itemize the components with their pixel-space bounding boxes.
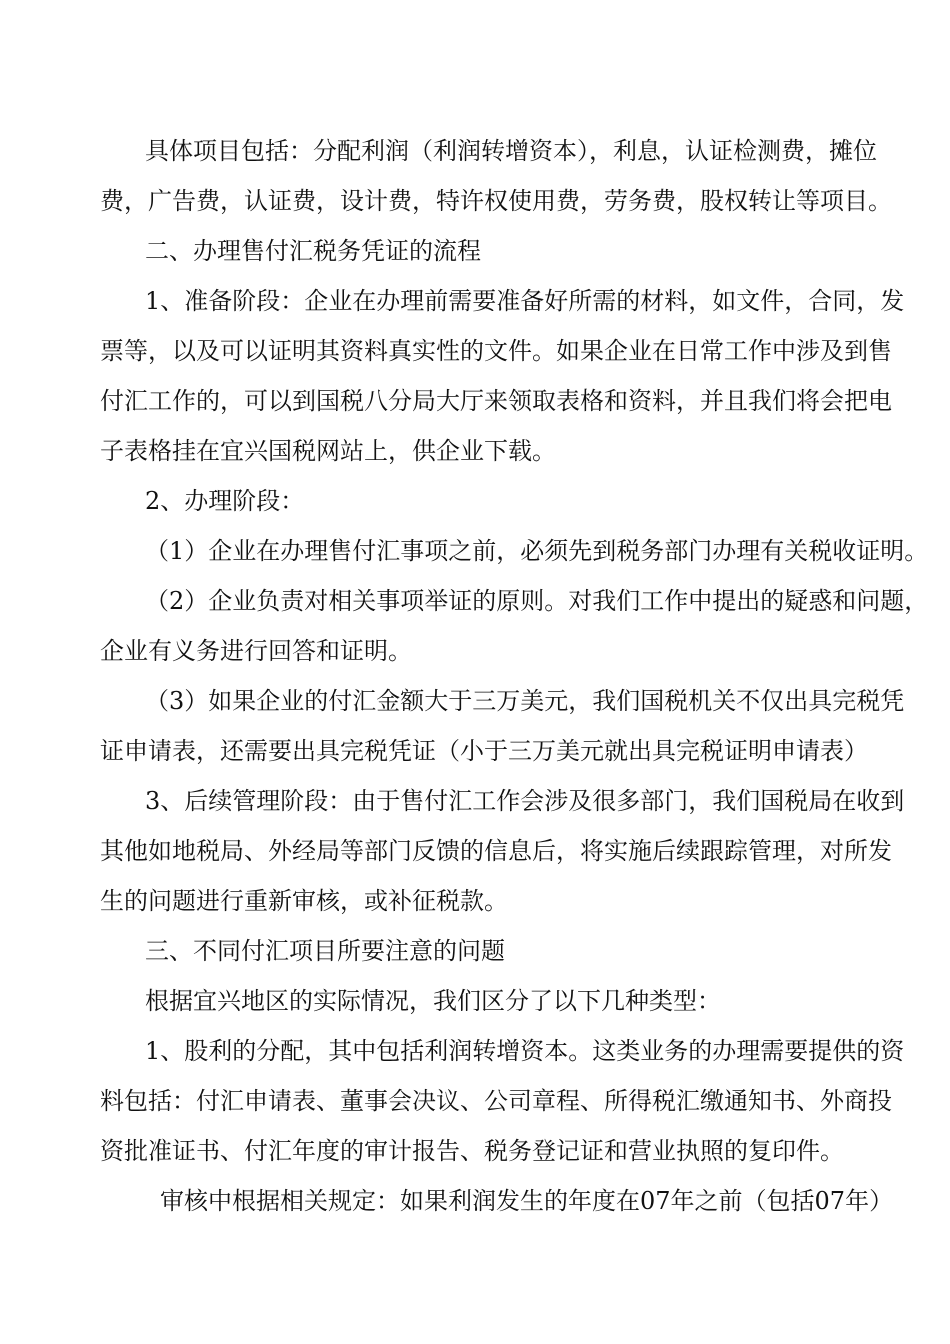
paragraph-line: 付汇工作的，可以到国税八分局大厅来领取表格和资料，并且我们将会把电 [100, 387, 892, 415]
paragraph-line: 票等，以及可以证明其资料真实性的文件。如果企业在日常工作中涉及到售 [100, 337, 892, 365]
section-heading: 二、办理售付汇税务凭证的流程 [145, 237, 481, 265]
paragraph-line: 具体项目包括：分配利润（利润转增资本），利息，认证检测费，摊位 [145, 137, 877, 165]
paragraph-line: 费，广告费，认证费，设计费，特许权使用费，劳务费，股权转让等项目。 [100, 187, 892, 215]
section-heading: 三、不同付汇项目所要注意的问题 [145, 937, 505, 965]
paragraph-line: （3）如果企业的付汇金额大于三万美元，我们国税机关不仅出具完税凭 [145, 687, 905, 715]
paragraph-line: 资批准证书、付汇年度的审计报告、税务登记证和营业执照的复印件。 [100, 1137, 844, 1165]
paragraph-line: 3、后续管理阶段：由于售付汇工作会涉及很多部门，我们国税局在收到 [145, 787, 905, 815]
paragraph-line: 1、准备阶段：企业在办理前需要准备好所需的材料，如文件，合同，发 [145, 287, 905, 315]
paragraph-line: 2、办理阶段： [145, 487, 305, 515]
paragraph-line: 子表格挂在宜兴国税网站上，供企业下载。 [100, 437, 556, 465]
paragraph-line: 企业有义务进行回答和证明。 [100, 637, 412, 665]
paragraph-line: （2）企业负责对相关事项举证的原则。对我们工作中提出的疑惑和问题， [145, 587, 929, 615]
paragraph-line: 根据宜兴地区的实际情况，我们区分了以下几种类型： [145, 987, 721, 1015]
paragraph-line: 审核中根据相关规定：如果利润发生的年度在07年之前（包括07年） [160, 1187, 894, 1215]
paragraph-line: 生的问题进行重新审核，或补征税款。 [100, 887, 508, 915]
paragraph-line: 1、股利的分配，其中包括利润转增资本。这类业务的办理需要提供的资 [145, 1037, 905, 1065]
paragraph-line: 料包括：付汇申请表、董事会决议、公司章程、所得税汇缴通知书、外商投 [100, 1087, 892, 1115]
paragraph-line: （1）企业在办理售付汇事项之前，必须先到税务部门办理有关税收证明。 [145, 537, 929, 565]
paragraph-line: 其他如地税局、外经局等部门反馈的信息后，将实施后续跟踪管理，对所发 [100, 837, 892, 865]
paragraph-line: 证申请表，还需要出具完税凭证（小于三万美元就出具完税证明申请表） [100, 737, 868, 765]
